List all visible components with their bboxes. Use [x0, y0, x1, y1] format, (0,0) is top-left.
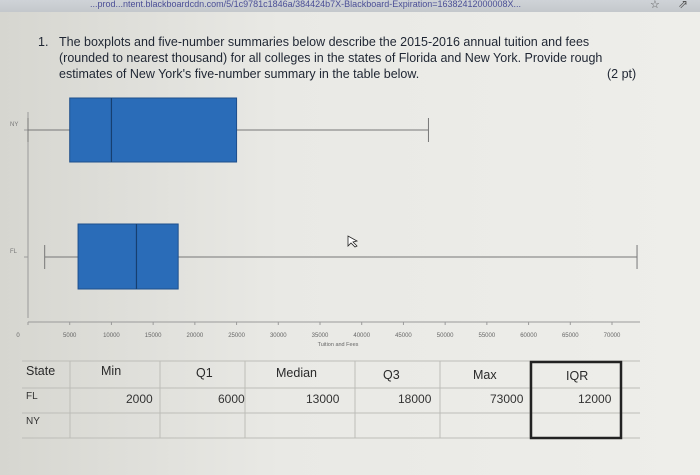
table-header-min: Min — [101, 364, 122, 378]
x-tick-label: 15000 — [144, 333, 162, 339]
extension-icon[interactable]: ⇗ — [678, 0, 689, 11]
x-tick-label: 65000 — [561, 333, 579, 339]
table-cell: 2000 — [126, 392, 153, 406]
address-bar[interactable]: ...prod...ntent.blackboardcdn.com/5/1c9781c1846a/384424b7X-Blackboard-Expiration=16382412000008X... — [90, 0, 522, 9]
x-tick-label: 5000 — [63, 333, 77, 339]
table-cell: 12000 — [578, 392, 612, 406]
table-row-label: FL — [26, 391, 38, 402]
x-tick-label: 30000 — [269, 333, 287, 339]
state-axis-label: NY — [10, 122, 19, 128]
x-tick-label: 0 — [16, 333, 20, 339]
state-axis-label: FL — [10, 249, 18, 255]
table-cell: 13000 — [306, 392, 340, 406]
x-axis-title: Tuition and Fees — [317, 342, 359, 348]
table-header-state: State — [26, 364, 56, 378]
table-header-max: Max — [473, 368, 497, 382]
x-tick-label: 10000 — [103, 333, 120, 339]
box-fl — [78, 224, 178, 289]
x-tick-label: 35000 — [311, 333, 329, 339]
x-tick-label: 70000 — [603, 333, 621, 339]
table-header-iqr: IQR — [566, 369, 589, 383]
table-header-q3: Q3 — [383, 368, 400, 382]
question-number: 1. — [38, 35, 49, 49]
x-tick-label: 25000 — [228, 333, 245, 339]
x-tick-label: 55000 — [478, 333, 496, 339]
x-tick-label: 50000 — [436, 333, 454, 339]
table-row-label: NY — [26, 416, 40, 427]
x-tick-label: 45000 — [395, 333, 412, 339]
table-cell: 73000 — [490, 392, 524, 406]
bookmark-star-icon[interactable]: ☆ — [650, 0, 660, 11]
question-text: The boxplots and five-number summaries below describe the 2015-2016 annual tuition and fees (rounded to nearest thousand) for all colleges in the states of Florida and New York. Provide rough estimates of New York's five-number summary in the table below. — [59, 35, 603, 81]
table-cell: 6000 — [218, 392, 245, 406]
box-ny — [70, 98, 237, 162]
mouse-cursor-icon — [348, 236, 357, 247]
x-tick-label: 60000 — [520, 333, 537, 339]
table-cell: 18000 — [398, 392, 432, 406]
x-tick-label: 40000 — [353, 333, 371, 339]
x-tick-label: 20000 — [186, 333, 204, 339]
table-header-median: Median — [276, 366, 317, 380]
table-header-q1: Q1 — [196, 366, 213, 380]
question-points: (2 pt) — [607, 67, 637, 81]
